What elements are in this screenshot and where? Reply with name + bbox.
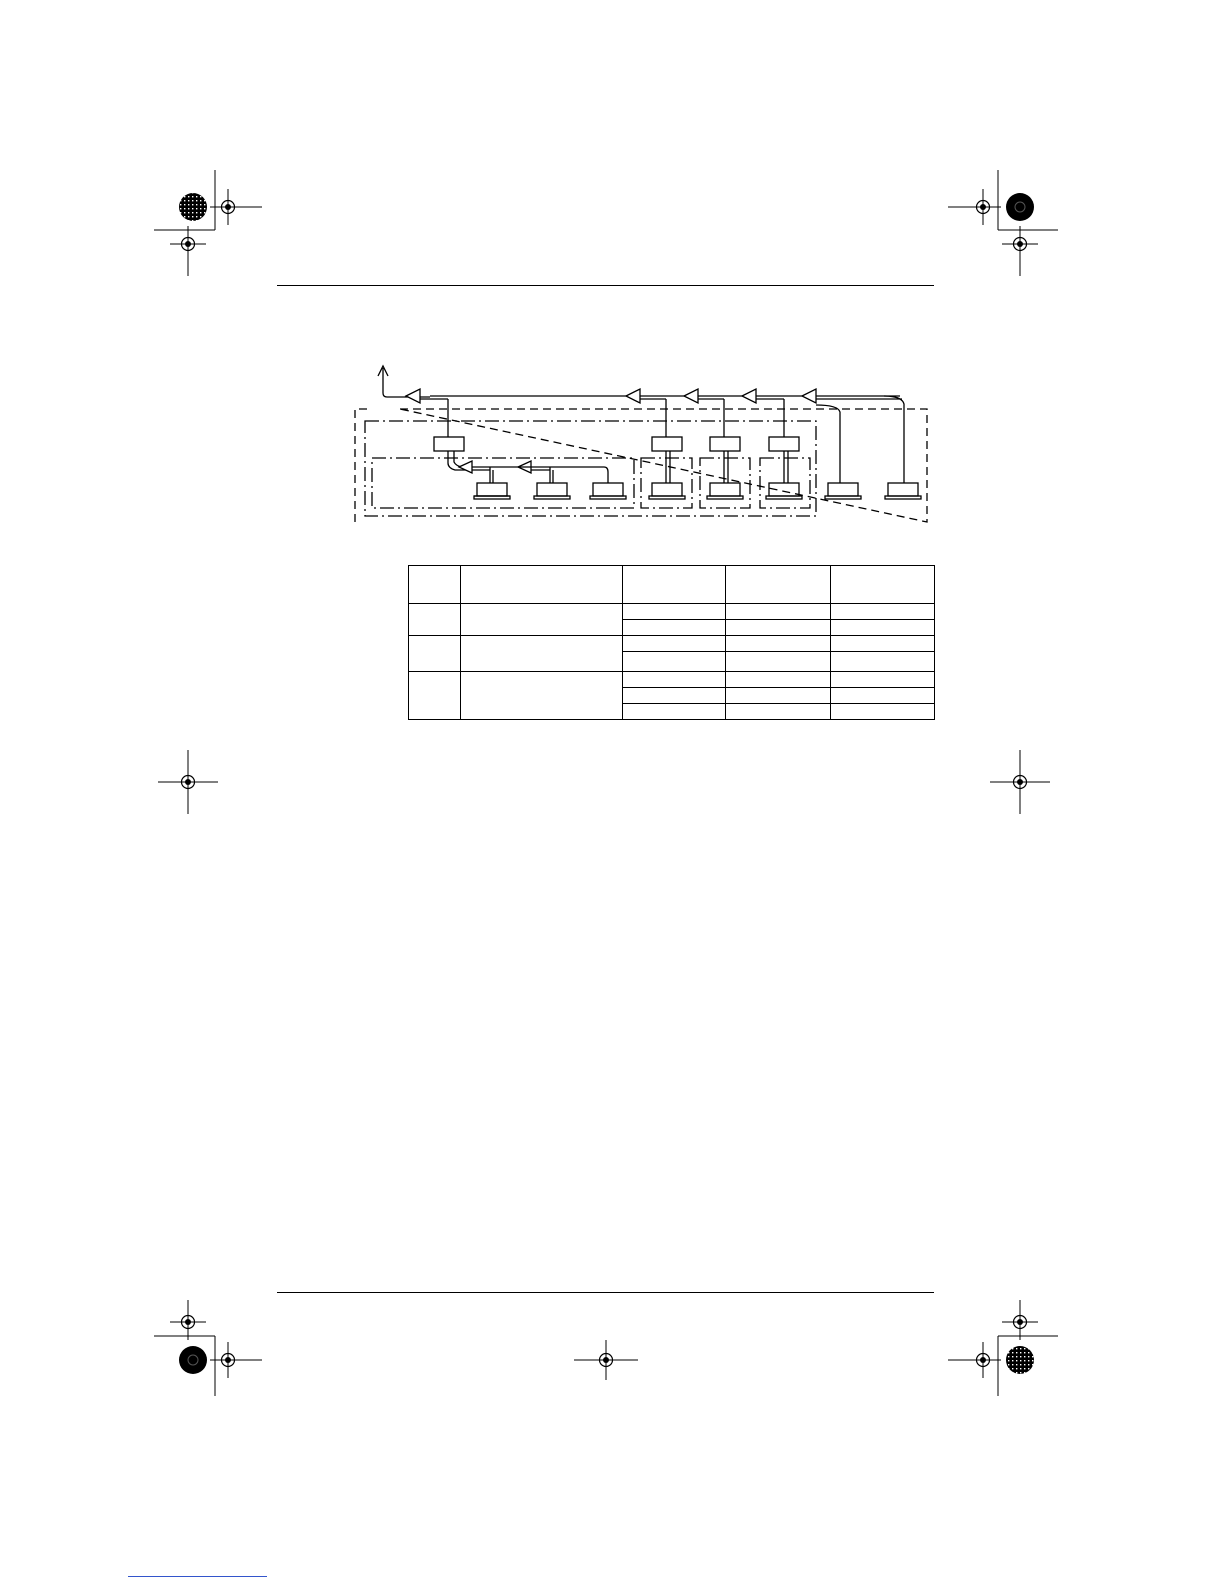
- table-cell: [726, 620, 831, 636]
- table-cell: [623, 652, 726, 672]
- table-cell: [726, 604, 831, 620]
- table-cell: [831, 604, 935, 620]
- table-cell-label: [461, 636, 623, 672]
- table-cell: [623, 672, 726, 688]
- table-cell-label: [461, 604, 623, 636]
- table-cell: [726, 672, 831, 688]
- indoor-unit-icon: [474, 483, 921, 499]
- table-cell: [623, 620, 726, 636]
- table-cell: [623, 704, 726, 720]
- table-cell: [623, 636, 726, 652]
- table-header-row: [409, 566, 935, 604]
- table-cell: [831, 704, 935, 720]
- table-row: [409, 672, 935, 688]
- table-cell: [726, 688, 831, 704]
- zone-boundary: [365, 421, 816, 516]
- table-cell-no: [409, 604, 461, 636]
- table-header-cell: [409, 566, 461, 604]
- outlet-arrow-icon: [378, 366, 430, 397]
- table-cell: [623, 688, 726, 704]
- table-cell: [831, 636, 935, 652]
- table-cell-no: [409, 636, 461, 672]
- table-cell: [831, 652, 935, 672]
- table-cell: [623, 604, 726, 620]
- table-row: [409, 636, 935, 652]
- table-header-cell: [726, 566, 831, 604]
- table-header-cell: [623, 566, 726, 604]
- table-header-cell: [831, 566, 935, 604]
- table-cell: [726, 652, 831, 672]
- table-cell: [831, 688, 935, 704]
- table-cell-no: [409, 672, 461, 720]
- table-cell: [726, 704, 831, 720]
- table-cell: [831, 672, 935, 688]
- spec-table: [408, 565, 935, 720]
- footer-link-underline[interactable]: [128, 1576, 267, 1577]
- table-cell: [831, 620, 935, 636]
- control-box: [434, 437, 799, 451]
- table-row: [409, 604, 935, 620]
- table-header-cell: [461, 566, 623, 604]
- table-cell-label: [461, 672, 623, 720]
- table-cell: [726, 636, 831, 652]
